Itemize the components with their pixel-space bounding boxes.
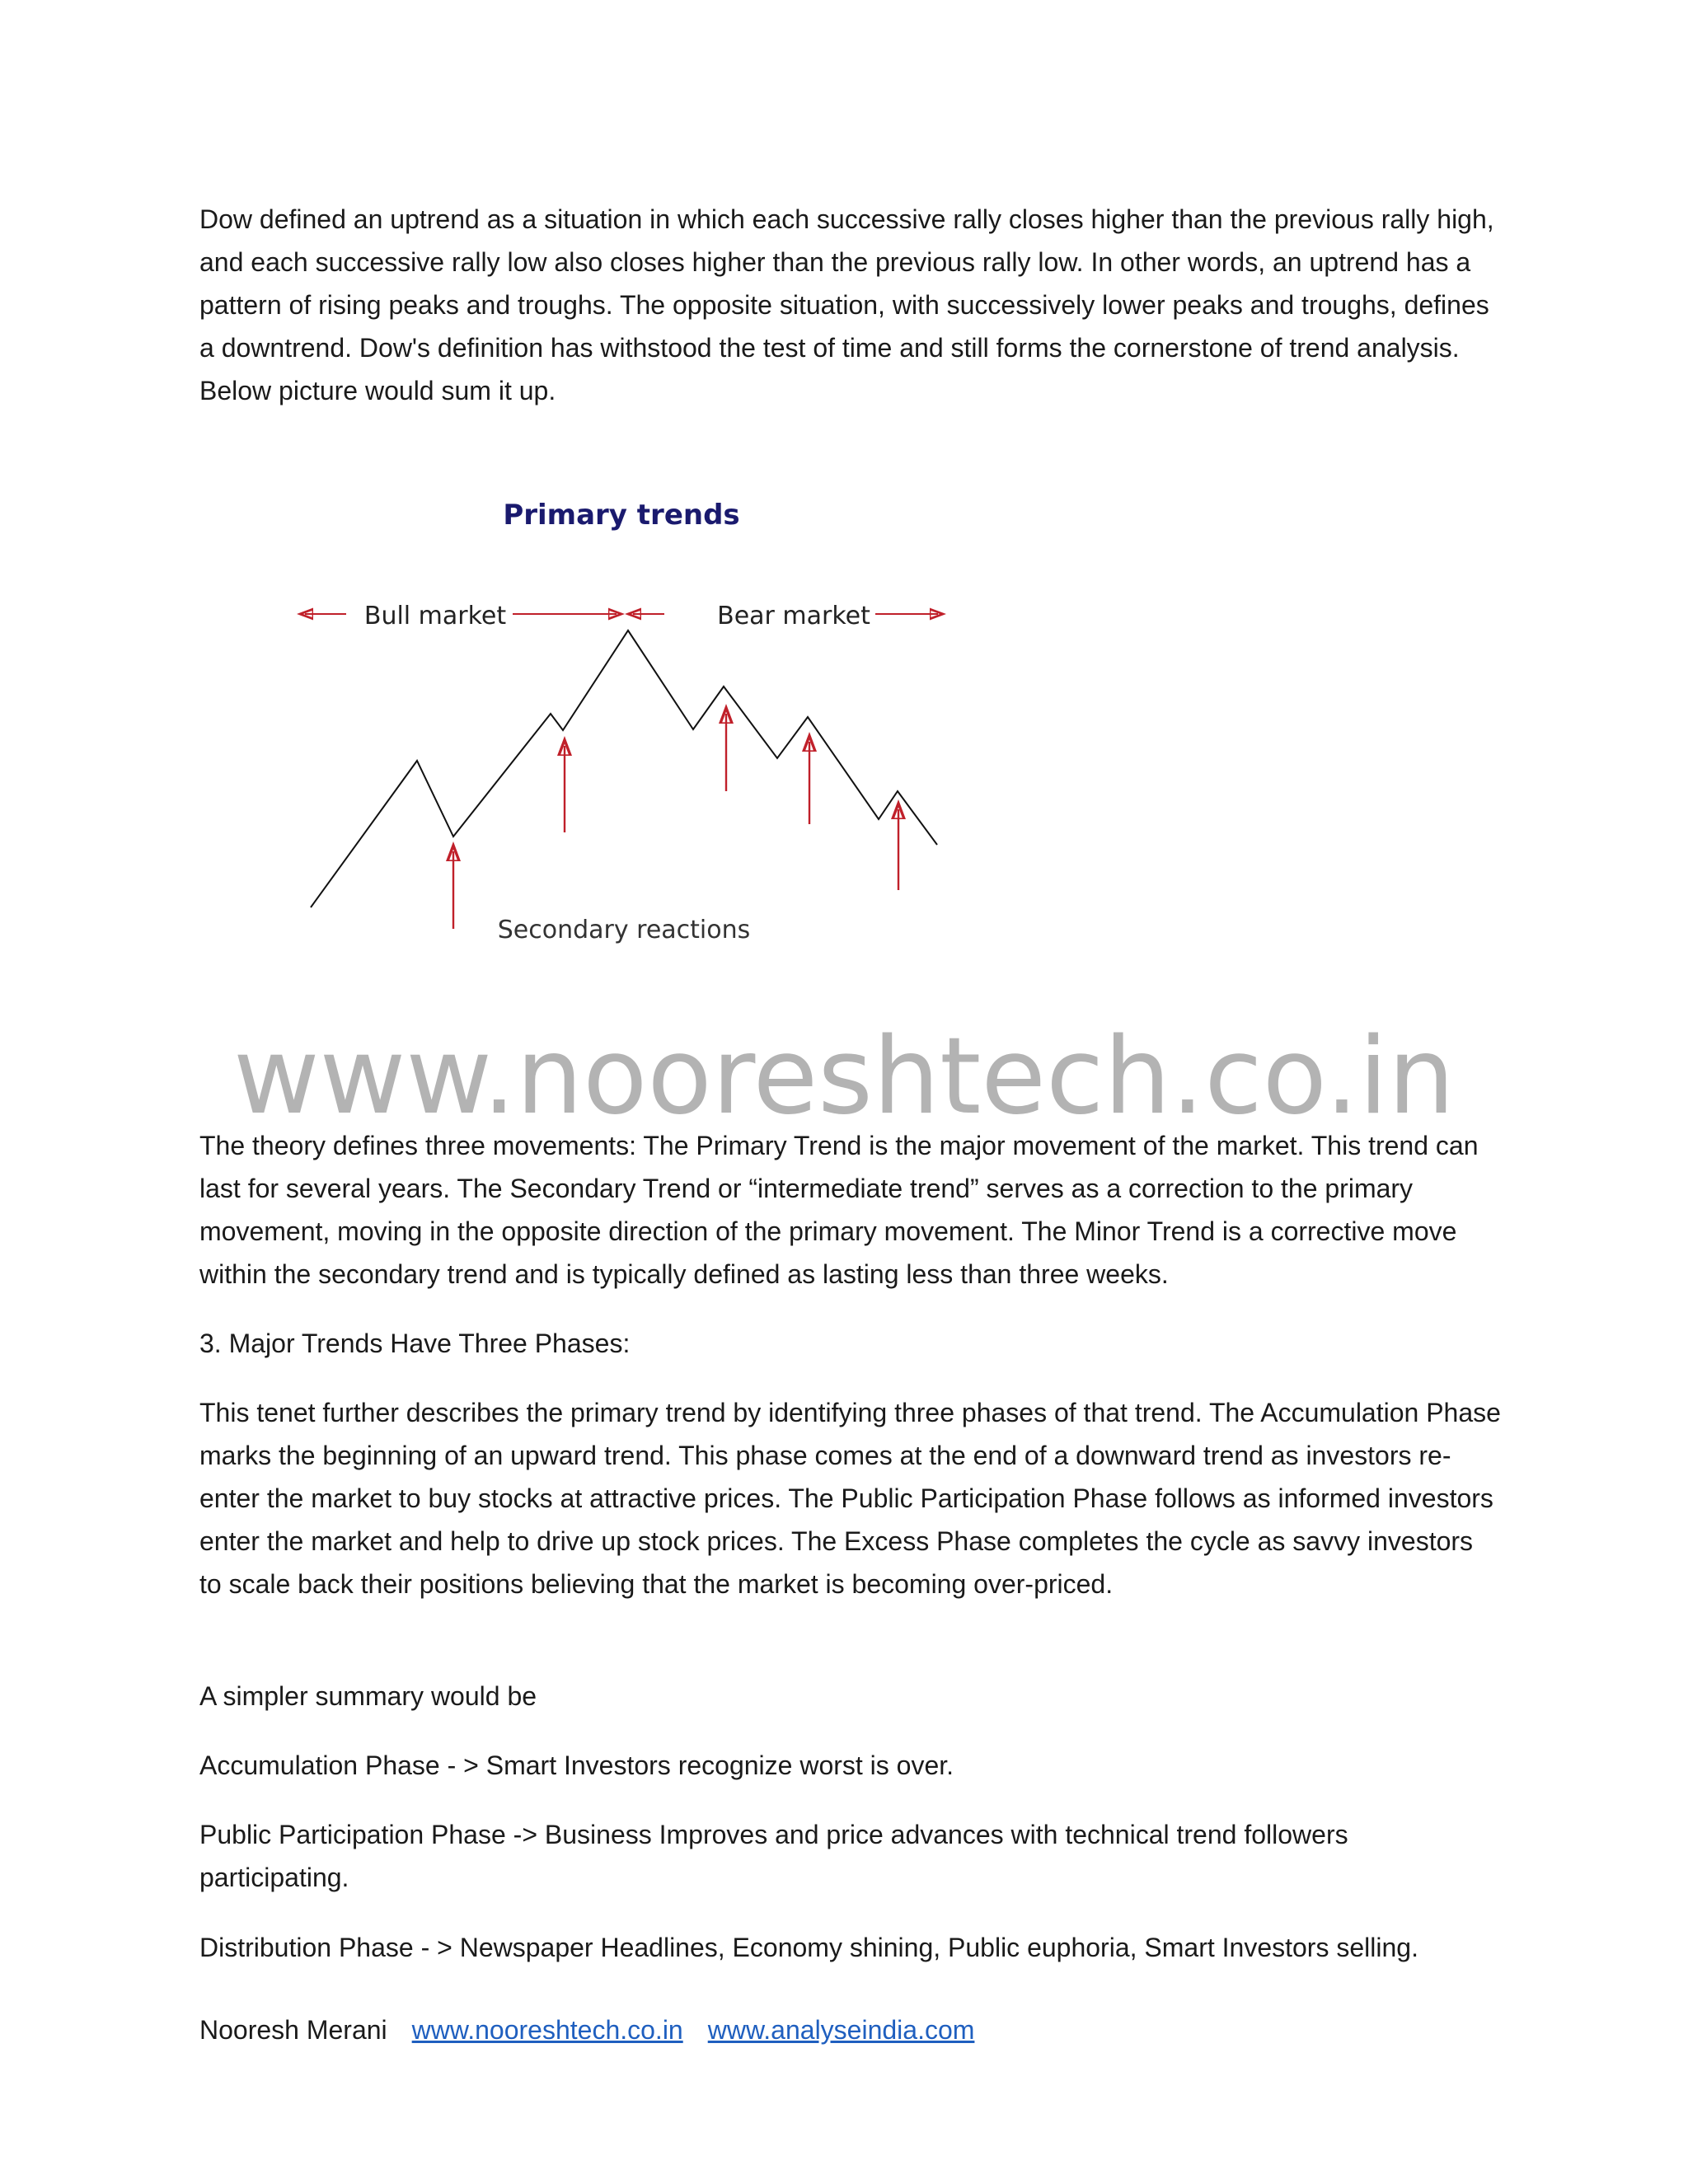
author-name: Nooresh Merani (199, 2015, 387, 2045)
section-heading-3: 3. Major Trends Have Three Phases: (199, 1329, 631, 1358)
distribution-line: Distribution Phase - > Newspaper Headlines, Economy shining, Public euphoria, Smart Investors selling. (199, 1933, 1418, 1962)
analyseindia-link[interactable]: www.analyseindia.com (707, 2015, 975, 2045)
bull-market-label: Bull market (363, 602, 507, 630)
summary-intro: A simpler summary would be (199, 1681, 537, 1711)
price-zigzag-line (311, 630, 937, 907)
figure-title: Primary trends (503, 499, 740, 532)
phases-paragraph: This tenet further describes the primary trend by identifying three phases of that trend. The Accumulation Phase marks the beginning of an upward trend. This phase comes at the end of a downward trend as investors re-enter the market to buy stocks at attractive prices. The Public Participation Phase follows as informed investors enter the market and help to drive up stock prices. The Excess Phase completes the cycle as savvy investors to scale back their positions believing that the market is becoming over-priced. (199, 1398, 1501, 1599)
movements-paragraph: The theory defines three movements: The Primary Trend is the major movement of the market. This trend can last for several years. The Secondary Trend or “intermediate trend” serves as a correction to the primary movement, moving in the opposite direction of the primary movement. The Minor Trend is a corrective move within the secondary trend and is typically defined as lasting less than three weeks. (199, 1131, 1479, 1289)
footer (199, 2008, 974, 2051)
public-participation-line: Public Participation Phase -> Business Improves and price advances with technical trend followers participating. (199, 1820, 1348, 1892)
watermark: www.nooreshtech.co.in (232, 1015, 1456, 1138)
intro-paragraph: Dow defined an uptrend as a situation in which each successive rally closes higher than the previous rally high, and each successive rally low also closes higher than the previous rally low. In other words, an uptrend has a pattern of rising peaks and troughs. The opposite situation, with successively lower peaks and troughs, defines a downtrend. Dow's definition has withstood the test of time and still forms the cornerstone of trend analysis. Below picture would sum it up. (199, 204, 1494, 405)
nooreshtech-link[interactable]: www.nooreshtech.co.in (411, 2015, 683, 2045)
primary-trends-diagram (280, 478, 989, 972)
accumulation-line: Accumulation Phase - > Smart Investors recognize worst is over. (199, 1750, 954, 1780)
secondary-reactions-caption: Secondary reactions (497, 916, 751, 944)
bear-market-label: Bear market (717, 602, 870, 630)
primary-trends-figure (280, 478, 989, 972)
